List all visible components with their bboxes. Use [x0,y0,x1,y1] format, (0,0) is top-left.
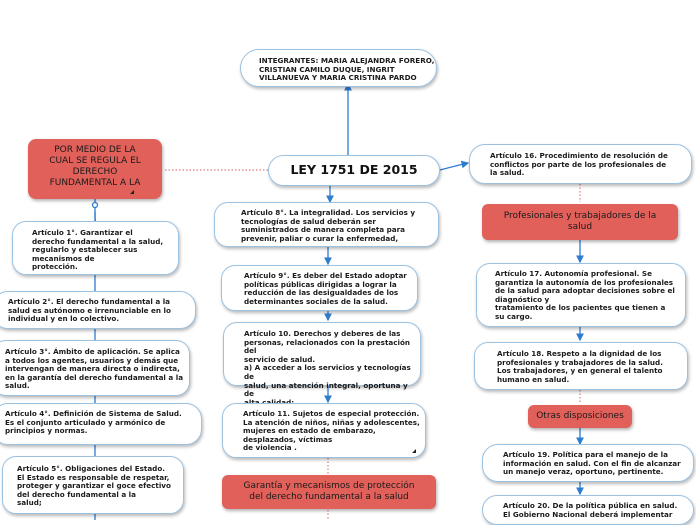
integrantes-text: INTEGRANTES: MARIA ALEJANDRA FORERO, CRISTIAN CAMILO DUQUE, INGRIT VILLANUEVA Y MARIA CRISTINA PARDO [259,56,435,83]
middle-article11-text: Artículo 11. Sujetos de especial protección. La atención de niños, niñas y adolescentes, mujeres en estado de embarazo, desplazados, víctimas de violencia . [243,409,420,453]
middle-topic-text: Garantía y mecanismos de protección del derecho fundamental a la salud [243,481,415,502]
left-article4-node[interactable] [0,403,202,445]
left-article4-text: Artículo 4°. Definición de Sistema de Salud. Es el conjunto articulado y armónico de principios y normas. [5,409,182,436]
middle-article10-text: Artículo 10. Derechos y deberes de las personas, relacionados con la prestación del servicio de salud. a) A acceder a los servicios y tecnologías de salud, una atención integral, oportuna y de [244,329,411,399]
middle-article8-node[interactable] [214,202,439,247]
middle-topic-node[interactable] [222,475,436,509]
left-article2-node[interactable] [0,291,196,329]
right-topic1-node[interactable] [482,204,678,240]
connector-center-article16 [440,163,468,170]
right-article19-node[interactable] [482,444,694,482]
middle-article8-text: Artículo 8°. La integralidad. Los servicios y tecnologías de salud deberán ser suministrados de manera completa para prevenir, paliar o curar la enfermedad, [241,208,416,243]
central-topic-node[interactable] [268,155,440,186]
central-topic-title: LEY 1751 DE 2015 [290,162,418,178]
left-article5-text: Artículo 5°. Obligaciones del Estado. El Estado es responsable de respetar, proteger y garantizar el goce efectivo del derecho fundamental a la salud; [17,464,171,508]
left-topic-flag-icon [130,190,134,194]
right-article17-text: Artículo 17. Autonomía profesional. Se garantiza la autonomía de los profesionales de la salud para adoptar decisiones sobre el diagnóstico y tratamiento de los pacientes que tienen a su cargo. [495,269,675,321]
right-article17-node[interactable] [476,263,686,327]
right-article18-text: Artículo 18. Respeto a la dignidad de los profesionales y trabajadores de la salud. Los trabajadores, y en general el talento humano en salud. [497,349,663,384]
left-article1-node[interactable] [12,221,179,275]
integrantes-node[interactable] [240,49,437,87]
left-topic-text: POR MEDIO DE LA CUAL SE REGULA EL DERECHO FUNDAMENTAL A LA [49,145,141,188]
right-topic2-text: Otras disposiciones [536,411,624,421]
right-topic2-node[interactable] [528,405,632,428]
right-topic1-text: Profesionales y trabajadores de la salud [503,211,657,232]
left-article2-text: Artículo 2°. El derecho fundamental a la salud es autónomo e irrenunciable en lo individual y en lo colectivo. [8,297,171,324]
middle-article11-flag-icon [412,449,416,453]
middle-article10-node[interactable] [223,322,421,399]
left-article3-node[interactable] [0,340,190,396]
middle-article9-node[interactable] [221,265,418,311]
left-article5-node[interactable] [2,456,184,514]
middle-article9-text: Artículo 9°. Es deber del Estado adoptar políticas públicas dirigidas a lograr la reducción de las desigualdades de los determinantes sociales de la salud. [244,271,407,306]
right-article19-text: Artículo 19. Política para el manejo de la información en salud. Con el fin de alcanzar un manejo veraz, oportuno, pertinente. [503,450,681,477]
right-article16-text: Artículo 16. Procedimiento de resolución de conflictos por parte de los profesionales de la salud. [490,151,668,178]
right-article20-node[interactable] [482,495,694,525]
left-trunk-knob[interactable] [93,203,98,208]
left-topic-node[interactable] [28,139,162,199]
left-article3-text: Artículo 3°. Ámbito de aplicación. Se aplica a todos los agentes, usuarios y demás que intervengan de manera directa o indirecta, en la garantía del derecho fundamental a la salud. [5,347,184,391]
right-article16-node[interactable] [469,144,692,184]
middle-article11-node[interactable] [222,403,426,458]
left-article1-text: Artículo 1°. Garantizar el derecho fundamental a la salud, regularlo y establecer sus mecanismos de protección. [32,228,164,272]
right-article20-text: Artículo 20. De la política pública en salud. El Gobierno Nacional deberá implementar [503,501,678,519]
right-article18-node[interactable] [474,342,688,390]
